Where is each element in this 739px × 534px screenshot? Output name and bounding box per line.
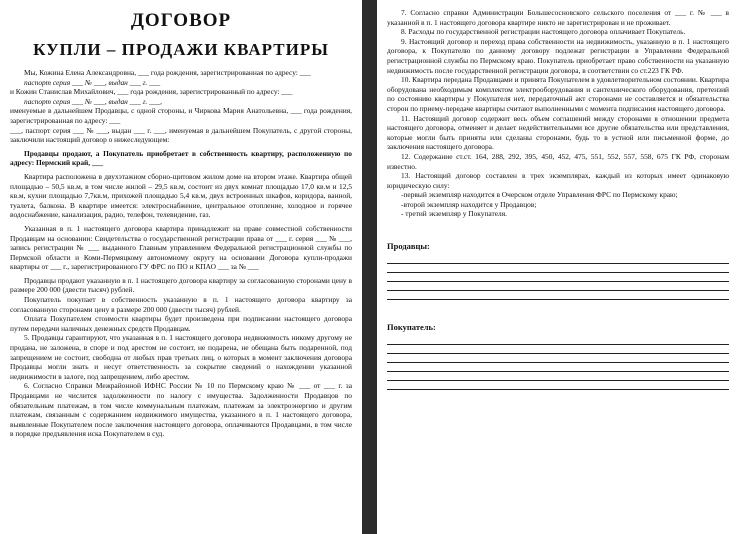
list-item: -второй экземпляр находится у Продавцов; [401, 199, 537, 209]
buyer-signature-lines [387, 336, 729, 390]
signature-line [387, 354, 729, 363]
signature-line [387, 363, 729, 372]
signature-line [387, 381, 729, 390]
paragraph: Мы, Кожина Елена Александровна, ___ года рождения, зарегистрированная по адресу: ___ [24, 68, 311, 77]
paragraph: Продавцы продают, а Покупатель приобретает в собственность квартиру, расположенную по адресу: Пермский край, ___ [10, 148, 352, 168]
document-page-left [0, 0, 362, 534]
page-gap [362, 0, 377, 534]
list-item: - третий экземпляр у Покупателя. [401, 209, 507, 219]
paragraph: Квартира расположена в двухэтажном сборно-щитовом жилом доме на втором этаже. Квартира общей площадью – 50,5 кв.м, в том числе жилой – 29,5 кв.м, состоит из двух комнат площадью 17,0 кв.м и 12,5 кв.м, кухни площадью 7,7кв.м, прихожей площадью 5,4 кв.м, двух встроенных шкафов, коридора, ванной, туалета, балкона. В квартире имеется: электроснабжение, центральное отопление, холодное и горячее водоснабжение, канализация, радио, телефон, телевидение, газ. [10, 171, 352, 220]
paragraph: Покупатель покупает в собственность указанную в п. 1 настоящего договора квартиру за согласованную сторонами цену в размере 200 000 (двести тысяч) рублей. [10, 295, 352, 314]
signature-line [387, 372, 729, 381]
paragraph: 9. Настоящий договор и переход права собственности на недвижимость, указанную в п. 1 настоящего договора, к Покупателю по данному договору подлежат регистрации в Управлении Федеральной регистрационной службы по Пермскому краю. Покупатель приобретает право собственности на указанную недвижимость после государственной регистрации договора, в соответствии со ст.223 ГК РФ. [387, 36, 729, 75]
document-subtitle: КУПЛИ – ПРОДАЖИ КВАРТИРЫ [33, 40, 329, 59]
paragraph: 11. Настоящий договор содержит весь объем соглашений между сторонами в отношении предмета настоящего договора, отменяет и делает недействительными все другие обязательства или представления, которые могли быть приняты или сделаны сторонами, будь то в устной или письменной форме, до заключения настоящего договора. [387, 113, 729, 152]
paragraph: паспорт серия ___ № ___, выдан ___ г. ___, [24, 96, 163, 106]
signature-line [387, 255, 729, 264]
paragraph: 8. Расходы по государственной регистрации настоящего договора оплачивает Покупатель. [401, 27, 686, 37]
paragraph: паспорт серия ___ № ___, выдан ___ г. ___ [24, 77, 161, 87]
paragraph: 6. Согласно Справки Межрайонной ИФНС России № 10 по Пермскому краю № ___ от ___ г. за Продавцами не числится задолженности по налогу с имущества. Задолженности Продавцов по обязательным платежам, в том числе коммунальным платежам, платежам за электроэнергию и другим платежам, связанным с содержанием недвижимого имущества, указанного в п. 1 настоящего договора, выявленные Покупателем после заключения настоящего договора, оплачиваются Продавцами, в том числе в порядке предъявления иска Покупателем в суд. [10, 381, 352, 439]
paragraph: Указанная в п. 1 настоящего договора квартира принадлежит на праве совместной собственности Продавцам на основании: Свидетельства о государственной регистрации права от ___ г. серия ___ № ___, запись регистрации № ___ выданного Главным управлением Федеральной регистрационной службы по Пермской области и Коми-Пермяцкому автономному округу на основании Договора купли-продажи квартиры от ___ г., зарегистрированного ГУ ФРС по ПО и КПАО ___ за № ___ [10, 223, 352, 272]
sellers-signature-lines [387, 255, 729, 300]
paragraph: 12. Содержание ст.ст. 164, 288, 292, 395, 450, 452, 475, 551, 552, 557, 558, 675 ГК РФ, сторонам известно. [387, 151, 729, 171]
signature-line [387, 273, 729, 282]
list-item: -первый экземпляр находится в Очерском отделе Управления ФРС по Пермскому краю; [401, 190, 678, 200]
signature-line [387, 291, 729, 300]
paragraph: 10. Квартира передана Продавцами и принята Покупателем в удовлетворительном состоянии. Квартира оборудована необходимым комплектом электрооборудования и сантехнического оборудования, претензий по состоянию квартиры у Покупателя нет, передаточный акт сторонами не составляется и обязательства сторон по приему-передаче квартиры считают выполненными с момента подписания настоящего договора. [387, 75, 729, 113]
paragraph: 5. Продавцы гарантируют, что указанная в п. 1 настоящего договора недвижимость никому другому не продана, не заложена, в споре и под арестом не состоит, не подарена, не обещана быть подаренной, под запрещением не состоит, свободна от любых прав третьих лиц, о которых в момент заключения договора Продавцы могли знать и несут ответственность за сокрытие сведений о нахождении указанной недвижимости в залоге, под запрещением, либо арестом. [10, 333, 352, 381]
signature-line [387, 282, 729, 291]
paragraph: именуемые в дальнейшем Продавцы, с одной стороны, и Чиркова Мария Анатольевна, ___ года рождения, зарегистрированная по адресу: ___ [10, 106, 352, 125]
sellers-label: Продавцы: [387, 241, 430, 252]
paragraph: и Кожин Станислав Михайлович, ___ года рождения, зарегистрированный по адресу: ___ [10, 87, 293, 97]
signature-line [387, 336, 729, 345]
paragraph: ___, паспорт серия ___ № ___, выдан ___ г. ___, именуемая в дальнейшем Покупатель, с другой стороны, заключили настоящий договор о нижеследующем: [10, 125, 352, 145]
document-title: ДОГОВОР [130, 10, 232, 31]
buyer-label: Покупатель: [387, 322, 436, 333]
signature-line [387, 264, 729, 273]
paragraph: 7. Согласно справки Администрации Большесосновского сельского поселения от ___ г. № ___ в указанной в п. 1 настоящего договора квартире никто не зарегистрирован и не проживает. [387, 8, 729, 27]
paragraph: Продавцы продают указанную в п. 1 настоящего договора квартиру за согласованную сторонами цену в размере 200 000 (двести тысяч) рублей. [10, 275, 352, 295]
signature-line [387, 345, 729, 354]
document-page-right [377, 0, 739, 534]
paragraph: 13. Настоящий договор составлен в трех экземплярах, каждый из которых имеет одинаковую юридическую силу: [387, 171, 729, 190]
paragraph: Оплата Покупателем стоимости квартиры будет произведена при подписании настоящего договора путем передачи наличных денежных средств Продавцам. [10, 314, 352, 333]
